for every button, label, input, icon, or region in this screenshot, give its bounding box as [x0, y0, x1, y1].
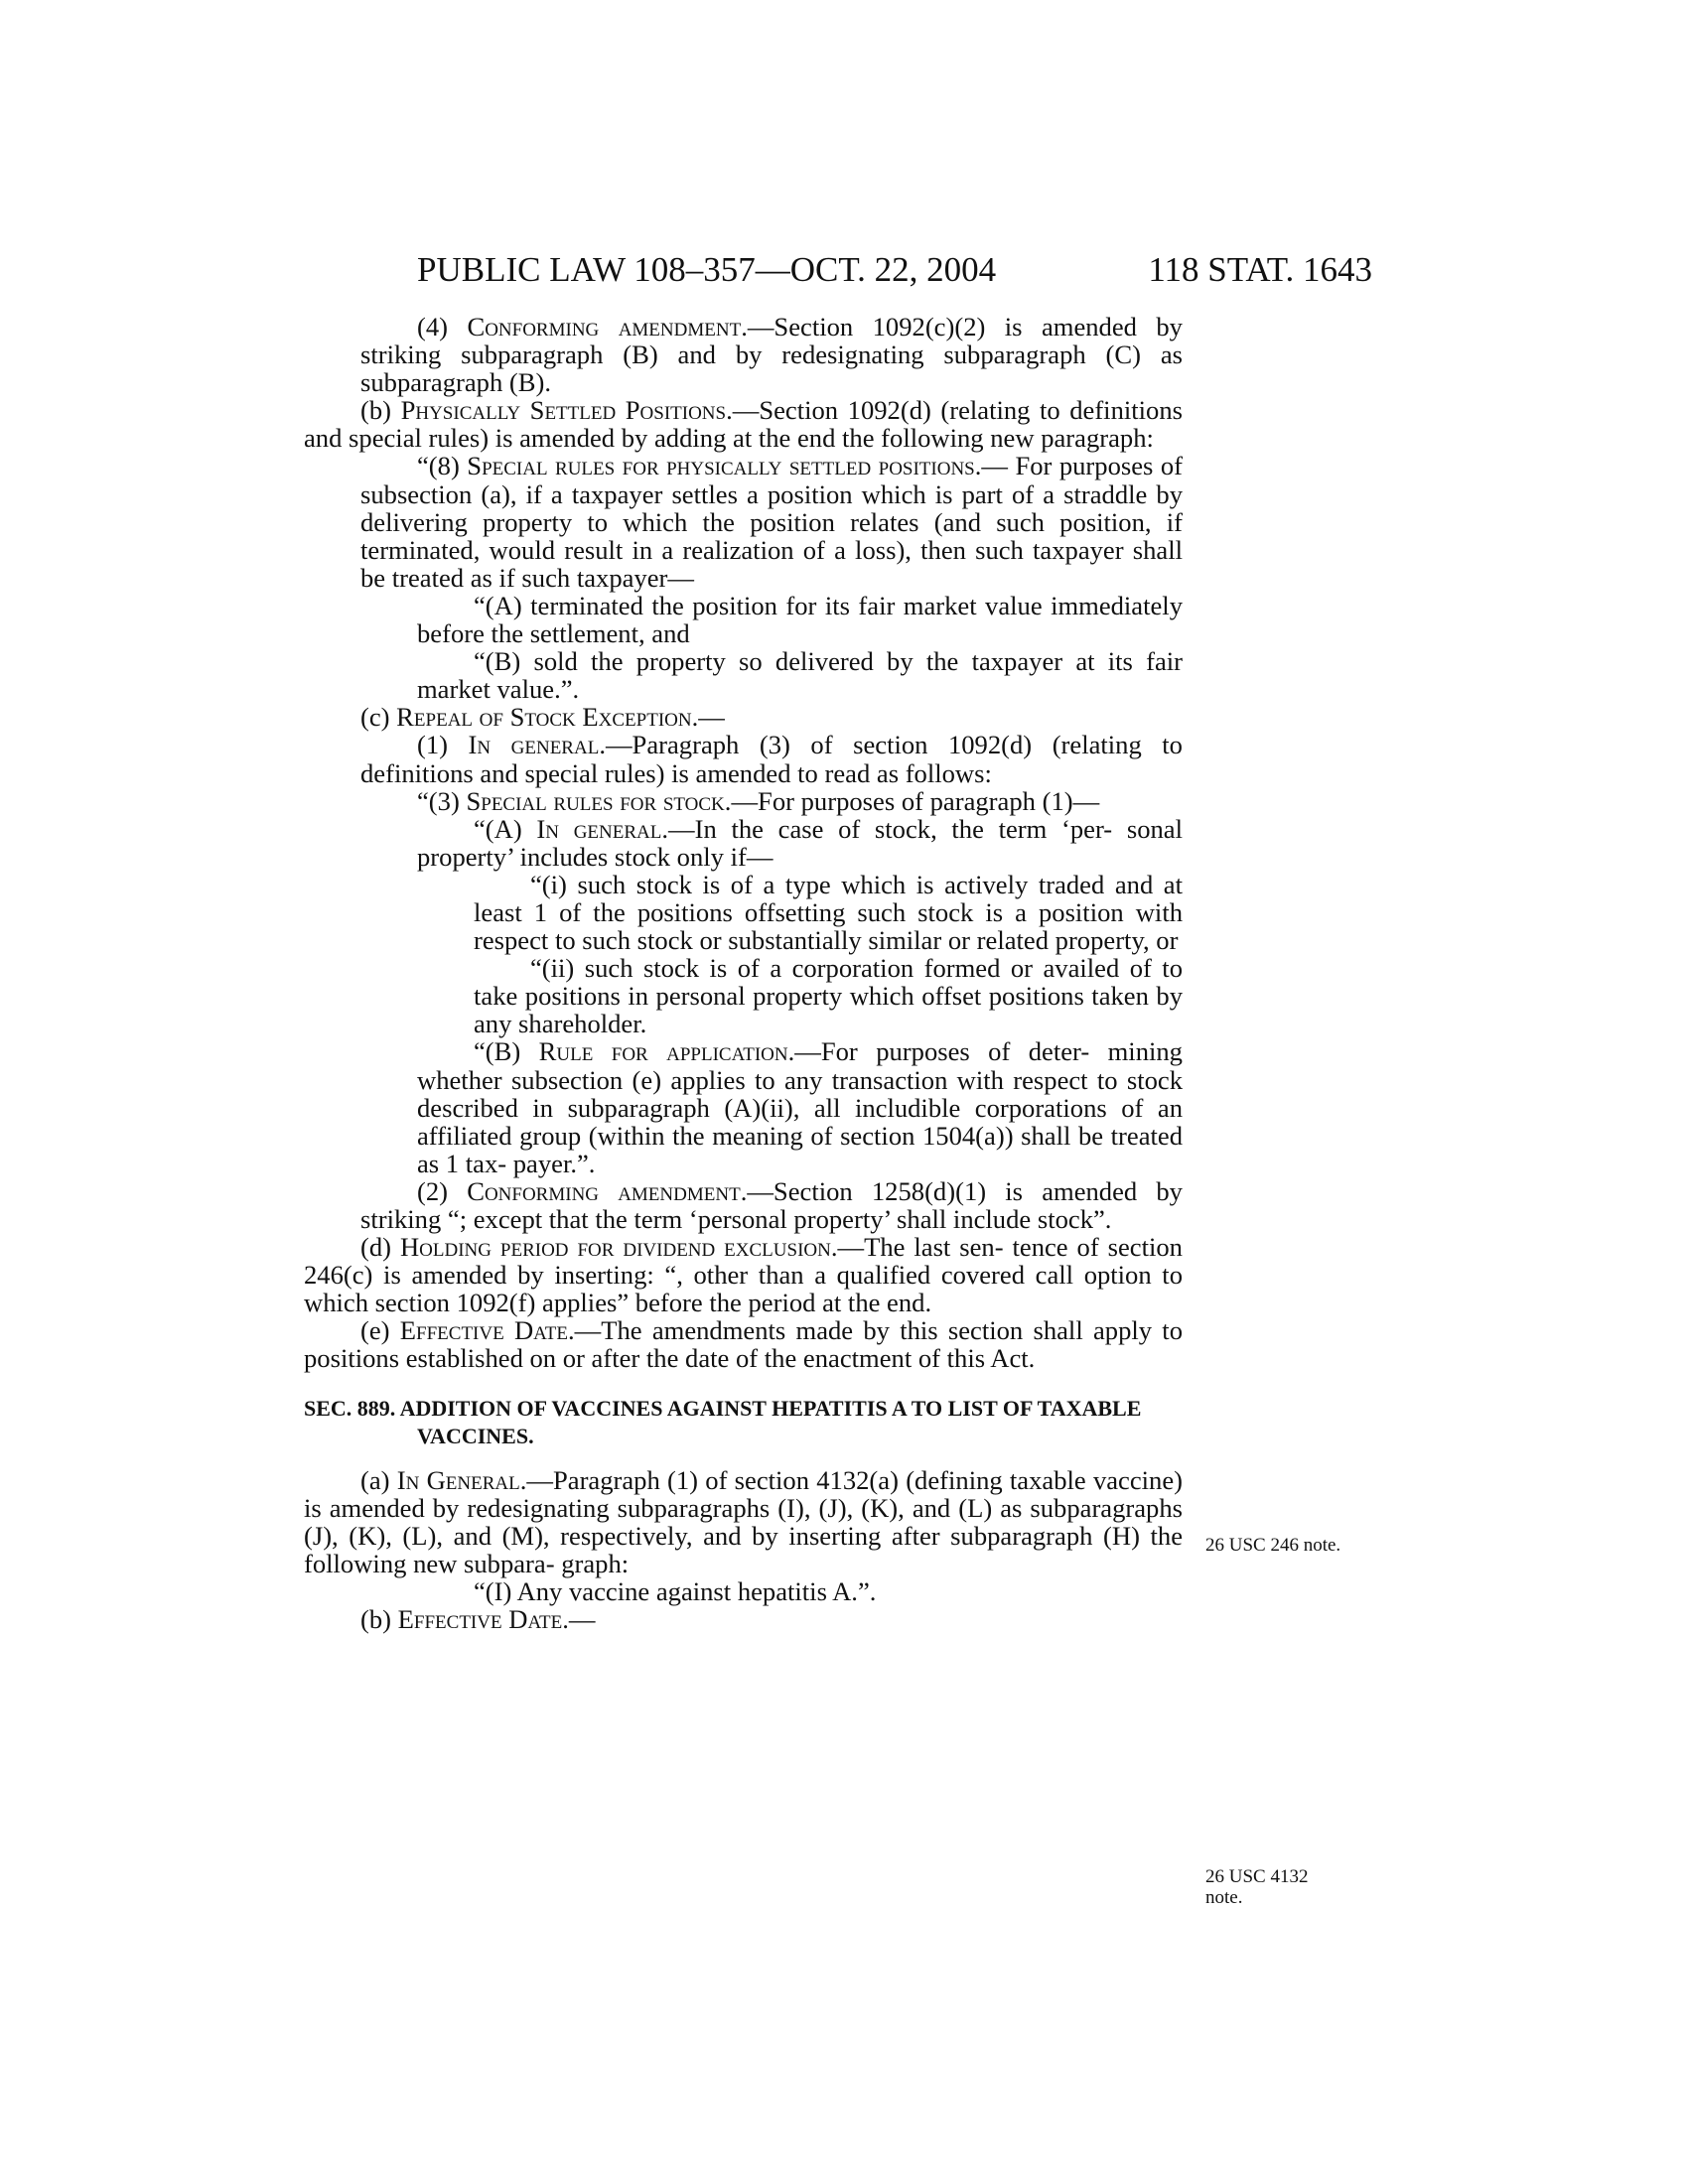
- paragraph-text: “(i) such stock is of a type which is actively traded and at least 1 of the positions offsetting such stock is a position with respect to such stock or substantially similar or related property, or: [474, 869, 1183, 956]
- paragraph-heading: Physically Settled Positions: [400, 395, 727, 426]
- paragraph-text: “(A) terminated the position for its fair market value immediately before the settlement, and: [417, 590, 1183, 649]
- paragraph-label: “(3): [417, 785, 467, 816]
- paragraph-text: .— For purposes of subsection (a), if a taxpayer settles a position which is part of a straddle by delivering property to which the position relates (and such position, if terminated, would result in a realization of a loss), then such taxpayer shall be treated as if such taxpayer—: [360, 451, 1183, 593]
- paragraph-text: .—In the case of stock, the term ‘per- sonal property’ includes stock only if—: [417, 813, 1183, 872]
- paragraph: [304, 954, 1183, 1037]
- paragraph: [304, 1577, 1183, 1605]
- paragraph: [304, 452, 1183, 591]
- paragraph: [304, 1233, 1183, 1316]
- paragraph: [304, 592, 1183, 647]
- paragraph-label: (c): [360, 702, 397, 733]
- paragraph-label: (e): [360, 1315, 400, 1346]
- paragraph: [304, 1605, 1183, 1633]
- paragraph: [304, 787, 1183, 815]
- paragraph-label: (d): [360, 1232, 400, 1263]
- paragraph: [304, 1316, 1183, 1372]
- paragraph: [304, 396, 1183, 452]
- paragraph-text: .—Paragraph (1) of section 4132(a) (defining taxable vaccine) is amended by redesignating subparagraphs (I), (J), (K), and (L) as subparagraphs (J), (K), (L), and (M), respectively, and by inserting after subparagraph (H) the following new subpara- graph:: [304, 1464, 1183, 1578]
- paragraph: [304, 731, 1183, 786]
- paragraph-text: .—: [691, 702, 725, 733]
- paragraph-label: “(B): [474, 1036, 539, 1067]
- paragraph: [304, 313, 1183, 396]
- paragraph-label: (a): [360, 1464, 397, 1495]
- paragraph-heading: Rule for application: [538, 1036, 788, 1067]
- paragraph-text: .—The last sen- tence of section 246(c) is amended by inserting: “, other than a qualified covered call option to which section 1092(f) applies” before the period at the end.: [304, 1232, 1183, 1318]
- paragraph-label: (2): [417, 1175, 468, 1206]
- paragraph-label: (4): [417, 312, 468, 341]
- paragraph-label: (b): [360, 395, 401, 426]
- paragraph: [304, 815, 1183, 871]
- section-888-text: [304, 313, 1183, 1373]
- running-header-page-number: 118 STAT. 1643: [1148, 250, 1372, 289]
- paragraph-text: .—Paragraph (3) of section 1092(d) (relating to definitions and special rules) is amended to read as follows:: [360, 730, 1183, 788]
- paragraph-text: “(B) sold the property so delivered by the taxpayer at its fair market value.”.: [417, 646, 1183, 705]
- section-heading: SEC. 889. ADDITION OF VACCINES AGAINST HEPATITIS A TO LIST OF TAXABLE VACCINES.: [304, 1395, 1142, 1448]
- paragraph-text: “(I) Any vaccine against hepatitis A.”.: [474, 1575, 877, 1606]
- paragraph-heading: In general: [468, 730, 600, 760]
- paragraph-heading: Special rules for stock: [466, 785, 725, 816]
- paragraph: [304, 1177, 1183, 1233]
- paragraph-heading: Special rules for physically settled positions: [467, 451, 975, 481]
- paragraph-text: “(ii) such stock is of a corporation formed or availed of to take positions in personal property which offset positions taken by any shareholder.: [474, 953, 1183, 1039]
- paragraph-heading: Effective Date: [397, 1604, 563, 1635]
- running-header-title: PUBLIC LAW 108–357—OCT. 22, 2004: [417, 250, 997, 289]
- paragraph: [304, 647, 1183, 703]
- document-body: [304, 313, 1183, 1633]
- section-889-text: [304, 1466, 1183, 1634]
- paragraph: [304, 703, 1183, 731]
- paragraph-text: .—Section 1092(d) (relating to definitions and special rules) is amended by adding at the end the following new paragraph:: [304, 395, 1183, 454]
- paragraph: [304, 871, 1183, 954]
- paragraph-text: .—For purposes of paragraph (1)—: [724, 785, 1100, 816]
- paragraph-heading: Repeal of Stock Exception: [396, 702, 692, 733]
- margin-note-26-usc-4132: 26 USC 4132 note.: [1205, 1866, 1309, 1908]
- paragraph: [304, 1466, 1183, 1577]
- paragraph-text: .—For purposes of deter- mining whether subsection (e) applies to any transaction with respect to stock described in subparagraph (A)(ii), all includible corporations of an affiliated group (within the meaning of section 1504(a)) shall be treated as 1 tax- payer.”.: [417, 1036, 1183, 1178]
- paragraph-label: (1): [417, 730, 469, 760]
- paragraph-label: (b): [360, 1604, 398, 1635]
- paragraph-heading: Holding period for dividend exclusion: [399, 1232, 831, 1263]
- paragraph-heading: Conforming amendment: [467, 1175, 741, 1206]
- paragraph-heading: In general: [536, 813, 662, 844]
- paragraph-text: .—Section 1258(d)(1) is amended by striking “; except that the term ‘personal property’ shall include stock”.: [360, 1175, 1183, 1234]
- paragraph-text: .—Section 1092(c)(2) is amended by striking subparagraph (B) and by redesignating subparagraph (C) as subparagraph (B).: [360, 312, 1183, 398]
- paragraph-label: “(A): [474, 813, 537, 844]
- margin-note-26-usc-246: 26 USC 246 note.: [1205, 1535, 1341, 1556]
- paragraph-text: .—: [562, 1604, 596, 1635]
- paragraph: [304, 1037, 1183, 1176]
- paragraph-heading: Effective Date: [399, 1315, 568, 1346]
- paragraph-text: .—The amendments made by this section shall apply to positions established on or after the date of the enactment of this Act.: [304, 1315, 1183, 1374]
- paragraph-heading: In General: [396, 1464, 520, 1495]
- paragraph-heading: Conforming amendment: [467, 312, 742, 341]
- paragraph-label: “(8): [417, 451, 468, 481]
